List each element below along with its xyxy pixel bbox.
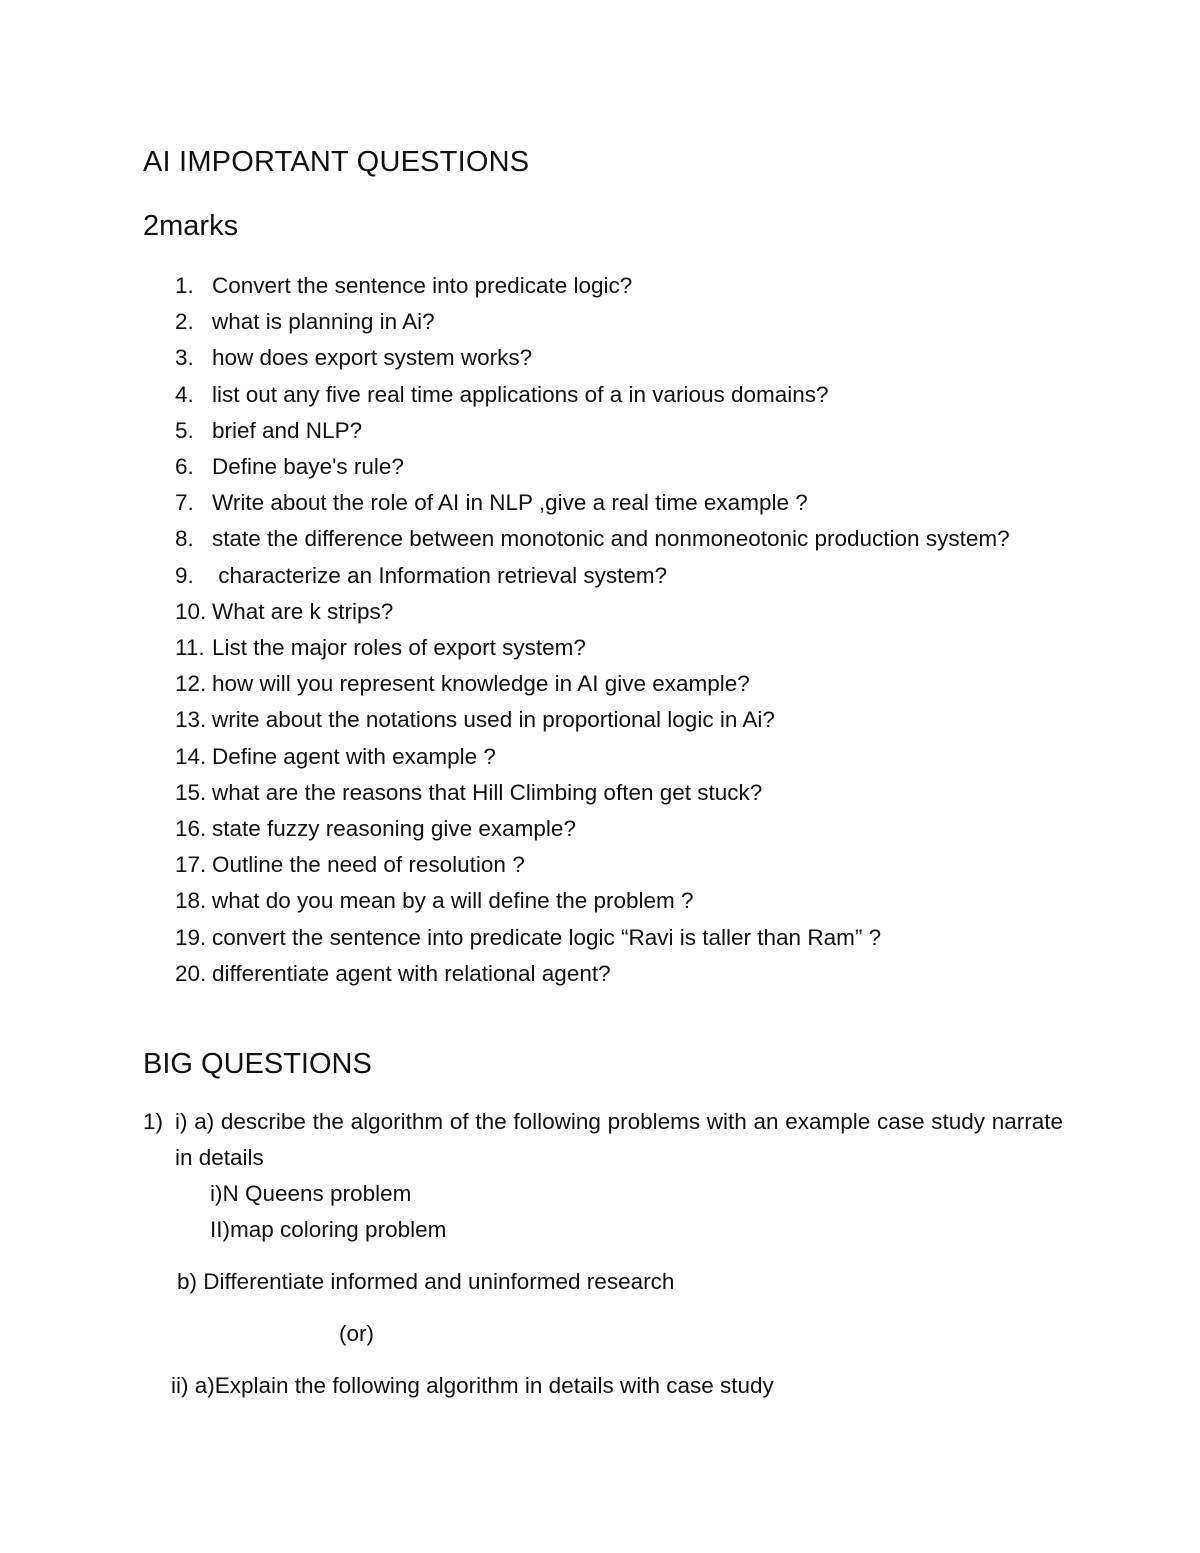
list-item — [143, 268, 1043, 304]
question-text: Write about the role of AI in NLP ,give a real time example ? — [212, 490, 808, 516]
question-number: 1. — [175, 273, 194, 298]
question-number: 15. — [175, 779, 207, 805]
question-number: 9. — [175, 562, 194, 588]
list-item — [143, 956, 1043, 992]
question-number: 20. — [175, 960, 207, 986]
big-questions-heading: BIG QUESTIONS — [143, 1048, 372, 1080]
list-item — [143, 775, 1043, 811]
question-text: i) a) describe the algorithm of the following problems with an example case study narrate in details — [175, 1109, 1063, 1170]
question-number: 13. — [175, 707, 207, 733]
list-item — [143, 377, 1043, 413]
question-number: 1) — [143, 1109, 164, 1134]
question-text: Outline the need of resolution ? — [212, 852, 525, 878]
list-item — [143, 485, 1043, 521]
question-number: 6. — [175, 454, 194, 480]
question-number: 7. — [175, 490, 194, 516]
question-number: 5. — [175, 417, 194, 443]
two-marks-heading: 2marks — [143, 210, 239, 242]
question-number: 10. — [175, 598, 207, 624]
question-number: 2. — [175, 309, 194, 335]
list-item — [143, 666, 1043, 702]
question-text: how does export system works? — [212, 345, 533, 371]
list-item — [143, 521, 1032, 557]
question-number: 11. — [175, 635, 205, 661]
option-n-queens: i)N Queens problem — [210, 1181, 412, 1206]
list-item — [143, 558, 1043, 594]
list-item — [143, 304, 1043, 340]
question-number: 4. — [175, 381, 194, 407]
list-item — [143, 340, 1043, 376]
question-number: 16. — [175, 816, 207, 842]
list-item — [143, 847, 1043, 883]
big-questions-section — [143, 1104, 1063, 1404]
question-text: What are k strips? — [212, 598, 394, 624]
question-text: differentiate agent with relational agent? — [212, 960, 611, 986]
question-text: state fuzzy reasoning give example? — [212, 816, 576, 842]
question-text: Define agent with example ? — [212, 743, 496, 769]
question-text: what do you mean by a will define the problem ? — [212, 888, 694, 914]
question-number: 18. — [175, 888, 207, 914]
option-map-coloring: II)map coloring problem — [210, 1217, 447, 1242]
question-text: state the difference between monotonic and nonmoneotonic production system? — [212, 526, 1010, 552]
question-text: what are the reasons that Hill Climbing often get stuck? — [212, 779, 763, 805]
list-item — [143, 811, 1043, 847]
question-text: what is planning in Ai? — [212, 309, 435, 335]
list-item — [143, 413, 1043, 449]
question-text: how will you represent knowledge in AI give example? — [212, 671, 750, 697]
question-number: 3. — [175, 345, 194, 371]
question-text: List the major roles of export system? — [212, 635, 586, 661]
list-item — [143, 739, 1043, 775]
question-number: 8. — [175, 526, 194, 552]
question-text: Convert the sentence into predicate logic? — [212, 273, 633, 298]
list-item — [143, 702, 1043, 738]
two-marks-question-list — [143, 268, 1043, 992]
list-item — [143, 883, 1043, 919]
question-number: 17. — [175, 852, 207, 878]
list-item — [143, 594, 1043, 630]
question-text: characterize an Information retrieval system? — [212, 562, 668, 588]
list-item — [143, 449, 1043, 485]
question-number: 12. — [175, 671, 207, 697]
page-title: AI IMPORTANT QUESTIONS — [143, 146, 530, 178]
question-text: list out any five real time applications of a in various domains? — [212, 381, 829, 407]
big-question-1-part-ii: ii) a)Explain the following algorithm in details with case study — [171, 1373, 774, 1398]
question-text: brief and NLP? — [212, 417, 363, 443]
big-question-1-part-a — [143, 1104, 1063, 1176]
question-text: convert the sentence into predicate logic “Ravi is taller than Ram” ? — [212, 924, 882, 950]
list-item — [143, 630, 1043, 666]
question-number: 14. — [175, 743, 207, 769]
question-text: Define baye's rule? — [212, 454, 404, 480]
big-question-1-part-b: b) Differentiate informed and uninformed research — [177, 1269, 675, 1294]
list-item — [143, 920, 1043, 956]
or-separator: (or) — [339, 1321, 374, 1346]
question-number: 19. — [175, 924, 207, 950]
question-text: write about the notations used in proportional logic in Ai? — [212, 707, 775, 733]
